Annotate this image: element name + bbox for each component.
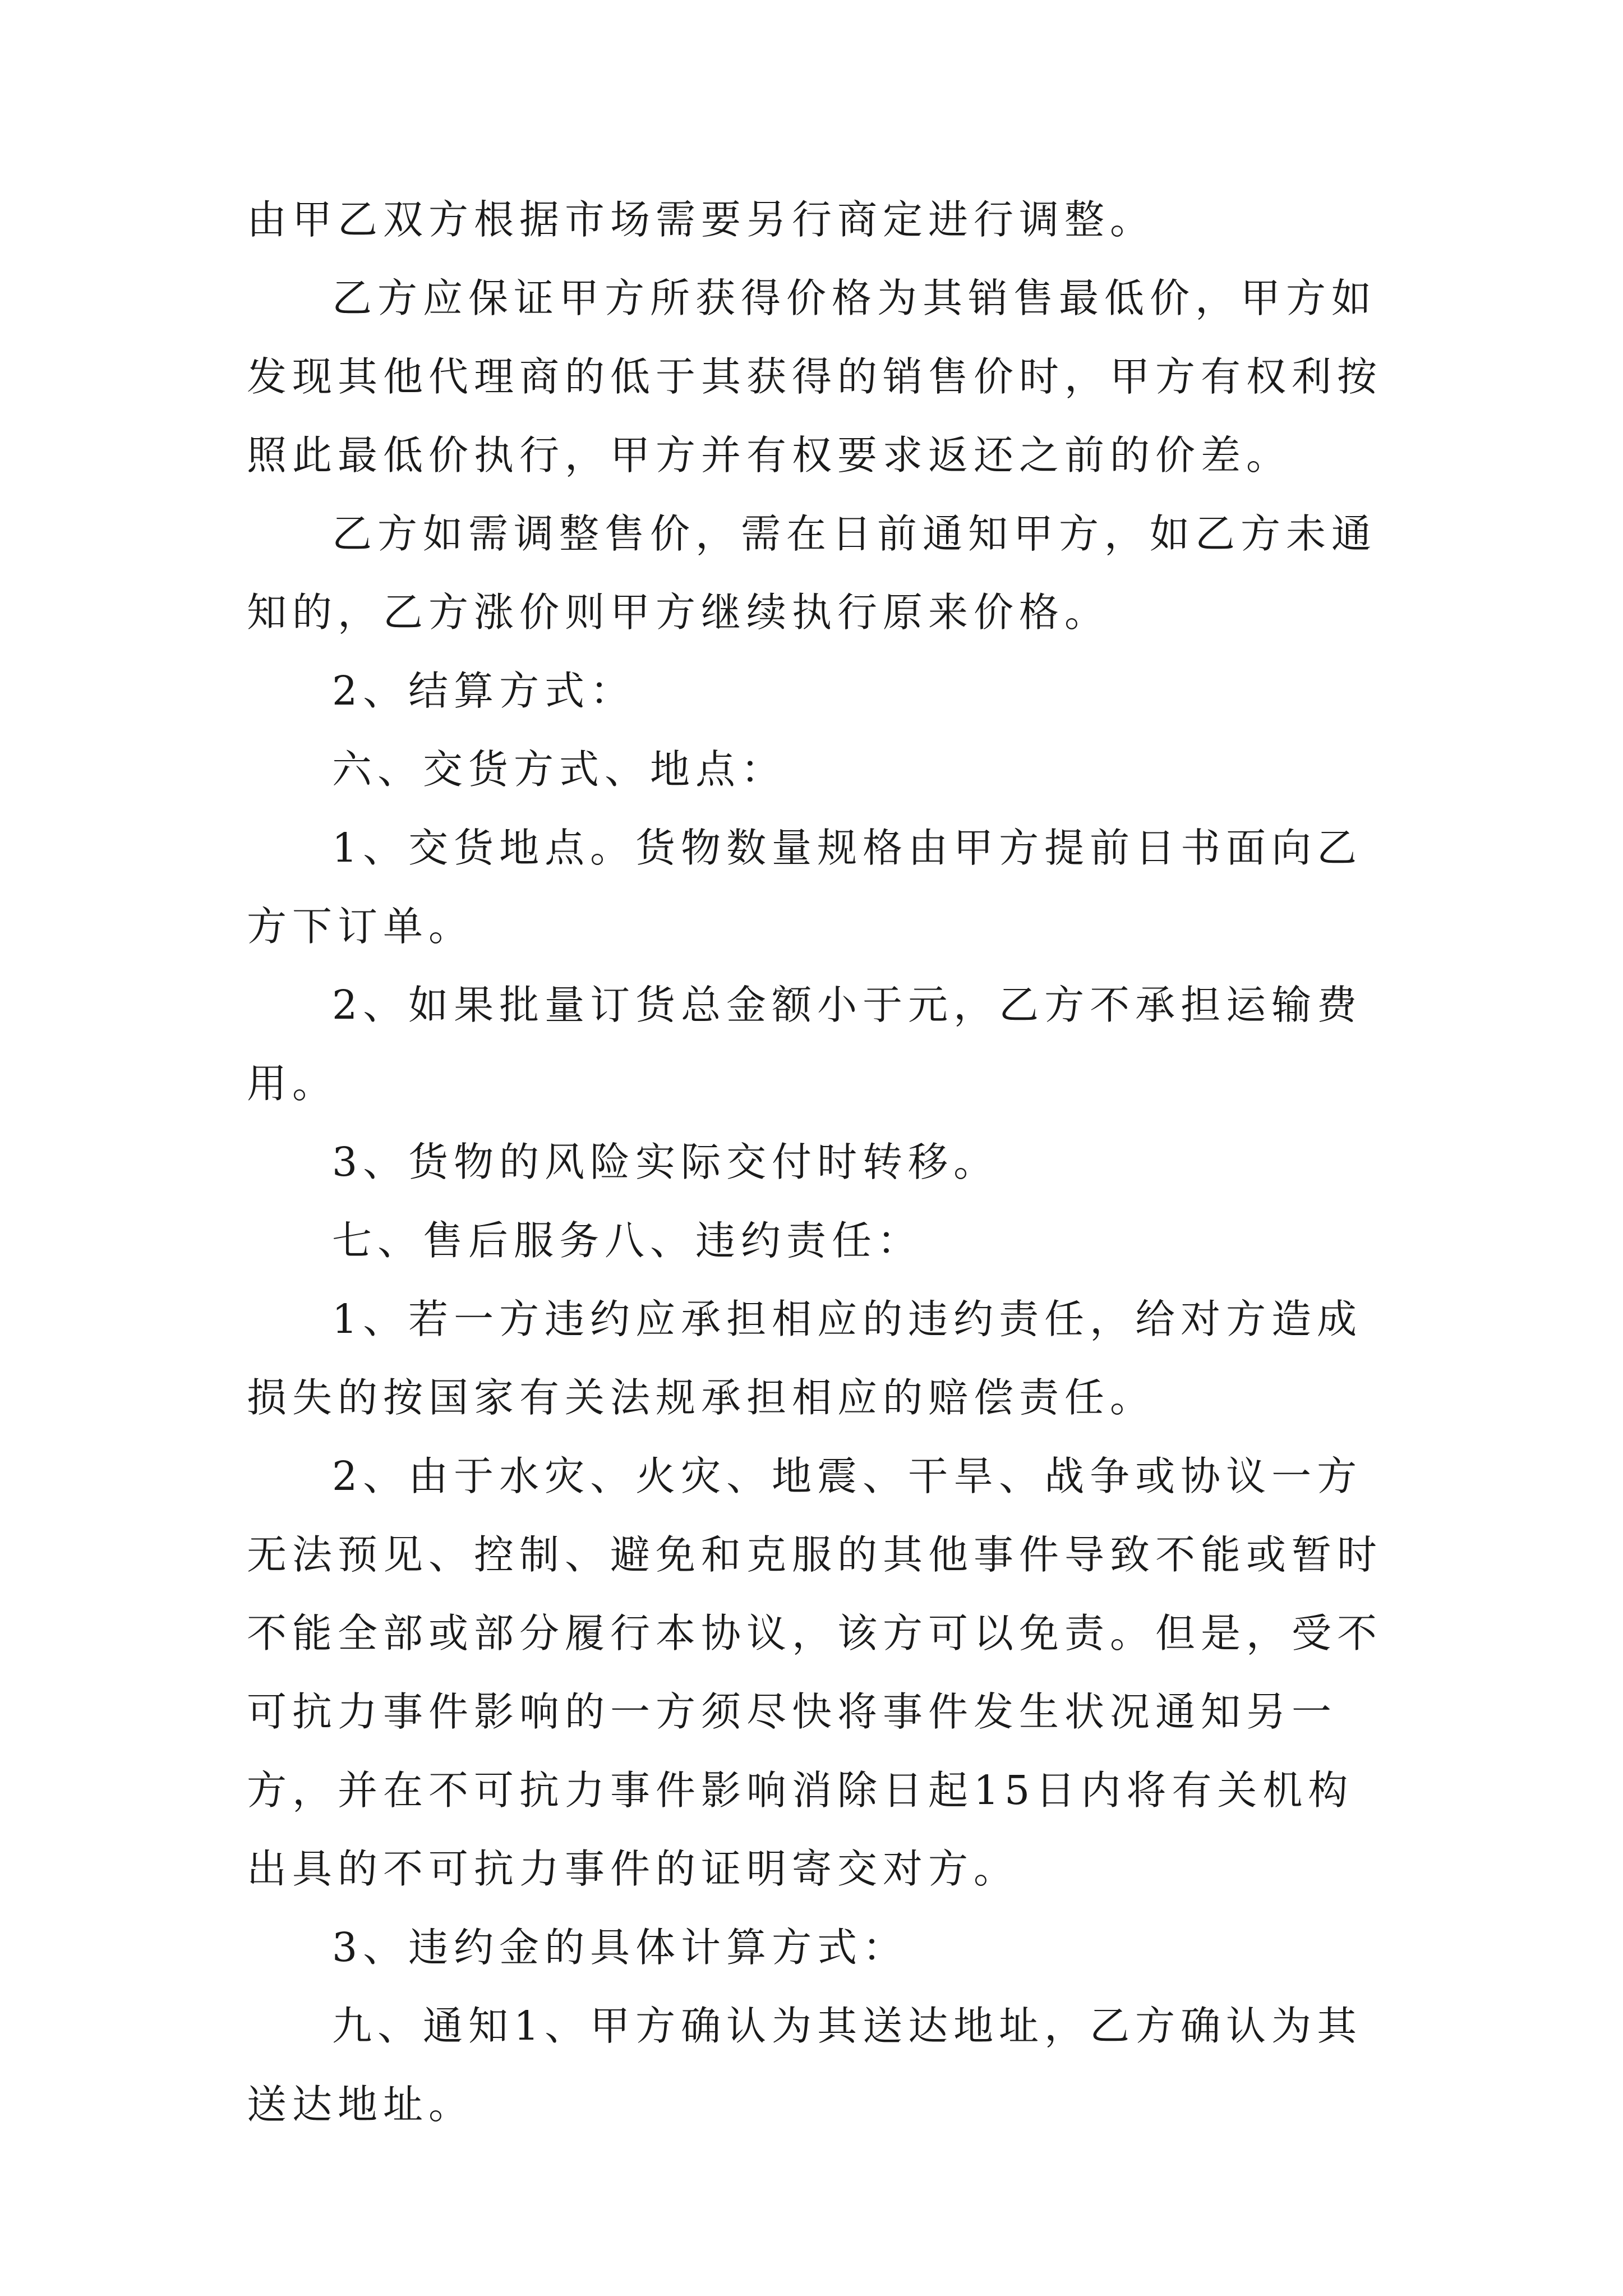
paragraph-price-change-notice: 乙方如需调整售价，需在日前通知甲方，如乙方未通知的，乙方涨价则甲方继续执行原来价格。: [247, 510, 1377, 636]
paragraph-settlement-method: 2、结算方式：: [332, 668, 636, 714]
heading-after-sales-liability: 七、售后服务八、违约责任：: [332, 1217, 923, 1264]
paragraph-shipping-cost: 2、如果批量订货总金额小于元，乙方不承担运输费用。: [247, 982, 1363, 1107]
document-body: [247, 181, 1385, 2144]
paragraph-delivery-location: 1、交货地点。货物数量规格由甲方提前日书面向乙方下订单。: [247, 825, 1363, 950]
paragraph-breach-liability: 1、若一方违约应承担相应的违约责任，给对方造成损失的按国家有关法规承担相应的赔偿责任。: [247, 1296, 1363, 1421]
heading-delivery: 六、交货方式、地点：: [332, 746, 787, 793]
paragraph-penalty-calculation: 3、违约金的具体计算方式：: [332, 1924, 909, 1971]
paragraph-force-majeure: 2、由于水灾、火灾、地震、干旱、战争或协议一方无法预见、控制、避免和克服的其他事件导致不能或暂时不能全部或部分履行本协议，该方可以免责。但是，受不可抗力事件影响的一方须尽快将事件发生状况通知另一方，并在不可抗力事件影响消除日起15日内将有关机构出具的不可抗力事件的证明寄交对方。: [247, 1453, 1383, 1892]
paragraph-risk-transfer: 3、货物的风险实际交付时转移。: [332, 1139, 999, 1185]
paragraph-lowest-price: 乙方应保证甲方所获得价格为其销售最低价，甲方如发现其他代理商的低于其获得的销售价时，甲方有权利按照此最低价执行，甲方并有权要求返还之前的价差。: [247, 275, 1383, 478]
paragraph-notice-address: 九、通知1、甲方确认为其送达地址，乙方确认为其送达地址。: [247, 2003, 1363, 2128]
paragraph-price-adjustment: 由甲乙双方根据市场需要另行商定进行调整。: [247, 196, 1156, 243]
